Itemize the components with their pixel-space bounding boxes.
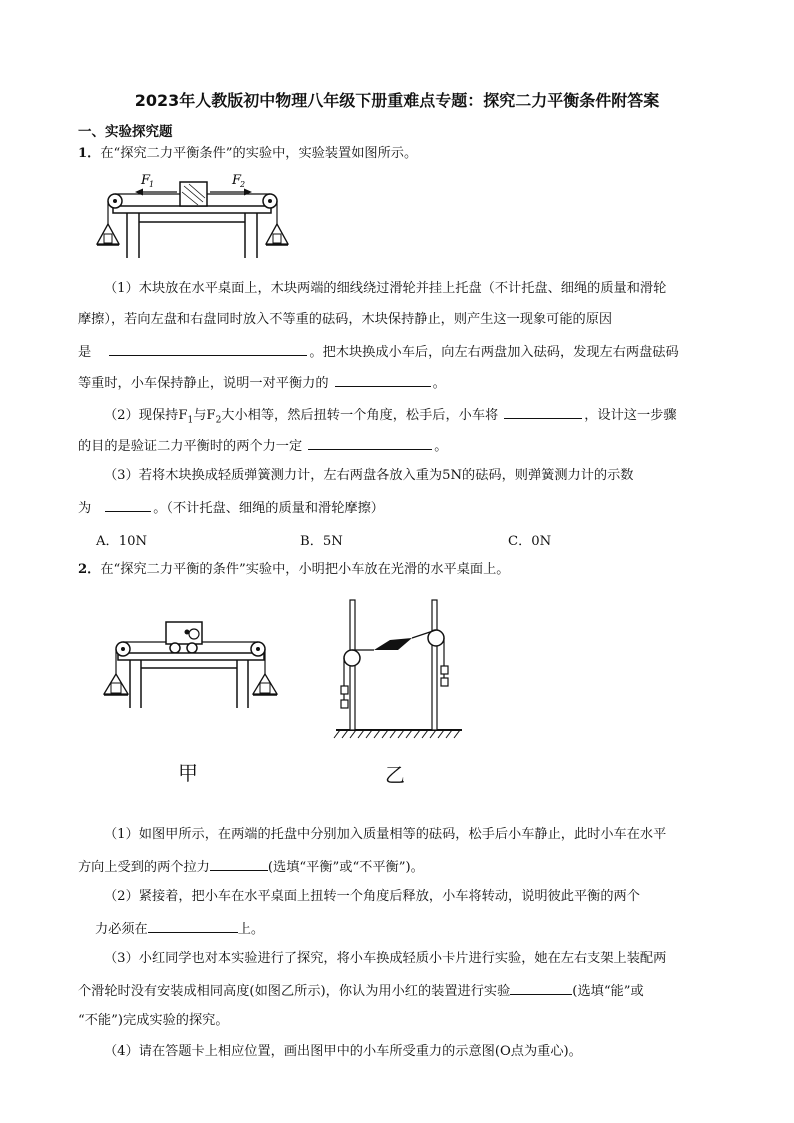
section-heading: 一、实验探究题 — [78, 124, 173, 140]
q1-p1-line-b: 摩擦），若向左盘和右盘同时放入不等重的砝码，木块保持静止，则产生这一现象可能的原因 — [78, 312, 613, 327]
q1-option-a[interactable]: A．10N — [96, 534, 148, 549]
q2-stem — [78, 561, 509, 579]
q2-p3-line-b: 个滑轮时没有安装成相同高度(如图乙所示)，你认为用小红的装置进行实验 (选填“能”或 — [78, 981, 644, 1001]
q1-stem — [78, 145, 417, 163]
q2-figure-jia — [96, 616, 286, 712]
light-card — [374, 638, 412, 650]
q1-p1-line-d: 等重时，小车保持静止，说明一对平衡力的 。 — [78, 373, 446, 393]
q2-stem-text: 在“探究二力平衡的条件”实验中，小明把小车放在光滑的水平桌面上。 — [100, 562, 510, 577]
figure-jia-caption: 甲 — [178, 761, 198, 785]
q2-p2-line-a: （2）紧接着，把小车在水平桌面上扭转一个角度后释放，小车将转动，说明彼此平衡的两个 — [104, 889, 640, 904]
svg-text:2: 2 — [240, 180, 246, 189]
q2-p2-line-b: 力必须在 上。 — [95, 919, 264, 939]
q2-blank-2[interactable] — [148, 919, 238, 933]
q2-p3-line-c: “不能”)完成实验的探究。 — [78, 1013, 229, 1028]
table-top — [113, 206, 271, 213]
q2-p4-line: （4）请在答题卡上相应位置，画出图甲中的小车所受重力的示意图(O点为重心)。 — [104, 1044, 582, 1059]
q1-option-c[interactable]: C．0N — [508, 534, 552, 549]
q1-blank-4[interactable] — [308, 436, 432, 450]
table-top — [118, 653, 264, 660]
q1-blank-3[interactable] — [504, 405, 582, 419]
q1-blank-5[interactable] — [105, 498, 151, 512]
q2-number: 2． — [78, 562, 101, 577]
page-title: 2023年人教版初中物理八年级下册重难点专题：探究二力平衡条件附答案 — [134, 91, 660, 110]
q1-stem-text: 在“探究二力平衡条件”的实验中，实验装置如图所示。 — [100, 146, 418, 161]
q1-apparatus-figure — [95, 168, 290, 260]
figure-yi-caption: 乙 — [385, 763, 405, 787]
svg-text:1: 1 — [149, 180, 155, 189]
q1-option-b[interactable]: B．5N — [300, 534, 343, 549]
f1-label: F — [141, 173, 151, 188]
q1-number: 1． — [78, 146, 101, 161]
q2-blank-3[interactable] — [510, 981, 572, 995]
q1-blank-2[interactable] — [335, 373, 431, 387]
q2-p1-line-a: （1）如图甲所示，在两端的托盘中分别加入质量相等的砝码，松手后小车静止，此时小车在水平 — [104, 827, 667, 842]
q1-p1-line-a: （1）木块放在水平桌面上，木块两端的细线绕过滑轮并挂上托盘（不计托盘、细绳的质量和滑轮 — [104, 281, 667, 296]
q2-figure-yi — [330, 596, 470, 744]
q1-p2-line-b: 的目的是验证二力平衡时的两个力一定 。 — [78, 436, 447, 456]
cart-body — [166, 622, 202, 644]
f2-label: F — [232, 173, 242, 188]
q1-p1-line-c: 是 。把木块换成小车后，向左右两盘加入砝码，发现左右两盘砝码 — [78, 342, 679, 362]
q1-blank-1[interactable] — [109, 342, 307, 356]
q1-p2-line-a: （2）现保持$F_1$与$F_2$大小相等，然后扭转一个角度，松手后，小车将 ，设计这一步骤 — [104, 405, 677, 430]
q2-p1-line-b: 方向上受到的两个拉力 (选填“平衡”或“不平衡”)。 — [78, 857, 424, 877]
q1-p3-line-a: （3）若将木块换成轻质弹簧测力计，左右两盘各放入重为5N的砝码，则弹簧测力计的示数 — [104, 468, 634, 483]
q2-p3-line-a: （3）小红同学也对本实验进行了探究，将小车换成轻质小卡片进行实验，她在左右支架上装配两 — [104, 951, 667, 966]
q2-blank-1[interactable] — [210, 857, 268, 871]
q1-p3-line-b: 为 。（不计托盘、细绳的质量和滑轮摩擦） — [78, 498, 384, 518]
